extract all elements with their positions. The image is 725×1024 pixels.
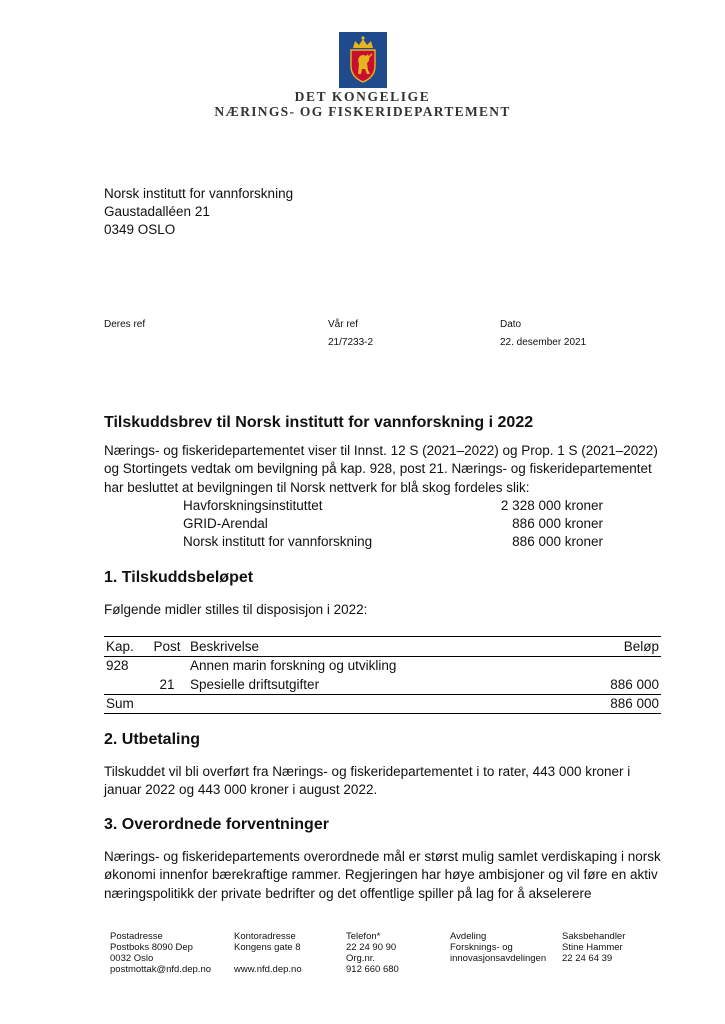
ministry-name-line1: DET KONGELIGE: [294, 89, 431, 104]
section-2-heading: 2. Utbetaling: [104, 731, 201, 748]
letter-title: Tilskuddsbrev til Norsk institutt for vannforskning i 2022: [104, 414, 534, 431]
footer-telefon: Telefon* 22 24 90 90 Org.nr. 912 660 680: [346, 931, 399, 975]
recipient-postal: 0349 OSLO: [104, 222, 176, 237]
sum-amount: 886 000: [566, 694, 661, 714]
allocation-name: Norsk institutt for vannforskning: [183, 534, 373, 549]
footer-avdeling: Avdeling Forsknings- og innovasjonsavdelingen: [450, 931, 547, 964]
coat-of-arms-icon: [339, 32, 387, 88]
section-1-heading: 1. Tilskuddsbeløpet: [104, 569, 254, 586]
allocation-row: [183, 534, 603, 552]
cell-post: [146, 656, 188, 675]
section-3-heading: 3. Overordnede forventninger: [104, 816, 329, 833]
dato-value: 22. desember 2021: [500, 337, 587, 348]
cell-amount: [566, 656, 661, 675]
footer-label: Telefon*: [346, 931, 381, 942]
allocation-amount: 886 000 kroner: [512, 516, 603, 531]
footer-kontoradresse: Kontoradresse Kongens gate 8 www.nfd.dep.no: [234, 931, 302, 975]
allocation-row: [183, 498, 603, 516]
recipient-street: Gaustadalléen 21: [104, 204, 210, 219]
table-row: [104, 656, 661, 675]
footer-label: Postadresse: [110, 931, 163, 942]
table-sum-row: [104, 694, 661, 714]
footer-postadresse: Postadresse Postboks 8090 Dep 0032 Oslo postmottak@nfd.dep.no: [110, 931, 212, 975]
footer-web-link[interactable]: www.nfd.dep.no: [234, 964, 302, 975]
cell-post: 21: [159, 676, 175, 692]
section-2-text: Tilskuddet vil bli overført fra Nærings- og fiskeridepartementet i to rater, 443 000 kroner i januar 2022 og 443 000 kroner i august 2022.: [104, 764, 631, 798]
intro-paragraph: Nærings- og fiskeridepartementet viser til Innst. 12 S (2021–2022) og Prop. 1 S (2021–2022) og Stortingets vedtak om bevilgning på kap. 928, post 21. Nærings- og fiskeridepartementet har besluttet at bevilgningen til Norsk nettverk for blå skog fordeles slik:: [104, 443, 658, 495]
cell-desc: Spesielle driftsutgifter: [190, 676, 320, 692]
table-header-row: [104, 637, 661, 657]
footer-label: Saksbehandler: [562, 931, 626, 942]
budget-table: [104, 636, 661, 714]
section-1-text: Følgende midler stilles til disposisjon i 2022:: [104, 602, 368, 617]
col-header-desc: Beskrivelse: [188, 637, 566, 657]
var-ref-label: Vår ref: [328, 319, 359, 330]
footer-email-link[interactable]: postmottak@nfd.dep.no: [110, 964, 212, 975]
cell-kap: [104, 675, 146, 694]
logo: [0, 32, 725, 93]
allocation-name: Havforskningsinstituttet: [183, 498, 323, 513]
col-header-amount: Beløp: [566, 637, 661, 657]
cell-kap: 928: [106, 658, 129, 674]
footer-saksbehandler: Saksbehandler Stine Hammer 22 24 64 39: [562, 931, 626, 964]
recipient-address: [104, 185, 293, 239]
allocation-amount: 886 000 kroner: [512, 534, 603, 549]
sum-label: Sum: [104, 694, 146, 714]
cell-desc: Annen marin forskning og utvikling: [190, 658, 397, 674]
section-3-text: Nærings- og fiskeridepartements overordnede mål er størst mulig samlet verdiskaping i norsk økonomi innenfor bærekraftige rammer. Regjeringen har høye ambisjoner og vil føre en aktiv næringspolitikk der private bedrifter og det offentlige spiller på lag for å akselerere: [104, 849, 661, 901]
cell-amount: 886 000: [610, 676, 659, 692]
deres-ref-label: Deres ref: [104, 319, 146, 330]
allocation-amount: 2 328 000 kroner: [500, 498, 603, 513]
dato-label: Dato: [500, 319, 522, 330]
allocation-name: GRID-Arendal: [183, 516, 268, 531]
allocation-row: [183, 516, 603, 534]
var-ref-value: 21/7233-2: [328, 337, 374, 348]
footer-label: Avdeling: [450, 931, 487, 942]
col-header-kap: Kap.: [104, 637, 146, 657]
table-row: [104, 675, 661, 694]
ministry-name-line2: NÆRINGS- OG FISKERIDEPARTEMENT: [214, 104, 511, 119]
recipient-name: Norsk institutt for vannforskning: [104, 186, 294, 201]
footer-label: Kontoradresse: [234, 931, 296, 942]
col-header-post: Post: [146, 637, 188, 657]
